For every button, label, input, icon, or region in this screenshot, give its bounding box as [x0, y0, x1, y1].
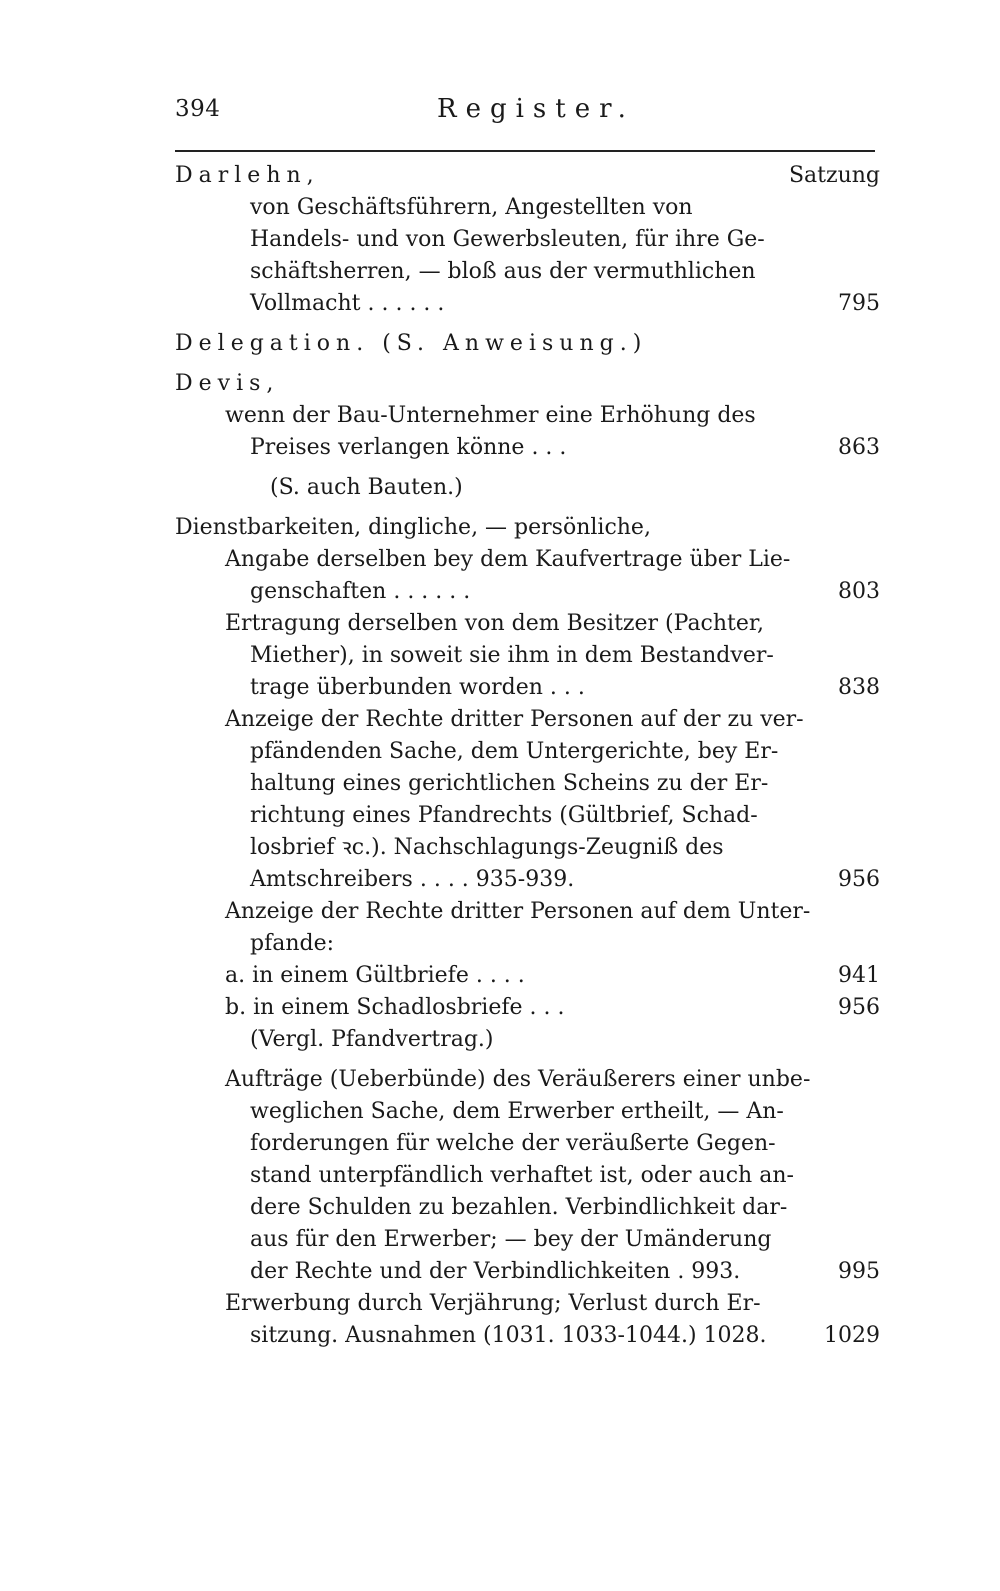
- line-text: dere Schulden zu bezahlen. Verbindlichkeit dar-: [250, 1195, 788, 1220]
- register-line: [175, 576, 880, 608]
- line-text: pfändenden Sache, dem Untergerichte, bey Er-: [250, 739, 779, 764]
- register-line: [175, 472, 880, 504]
- running-title: Register.: [437, 94, 635, 124]
- register-line: [175, 704, 880, 736]
- line-text: Dienstbarkeiten, dingliche, — persönliche,: [175, 515, 651, 540]
- register-line: [175, 672, 880, 704]
- register-line: [175, 640, 880, 672]
- register-line: [175, 256, 880, 288]
- line-text: Erwerbung durch Verjährung; Verlust durch Er-: [225, 1291, 761, 1316]
- register-line: [175, 1224, 880, 1256]
- register-line: [175, 992, 880, 1024]
- line-text: Handels- und von Gewerbsleuten, für ihre Ge-: [250, 227, 765, 252]
- line-text: trage überbunden worden . . .: [250, 675, 585, 700]
- page-reference: 863: [838, 435, 880, 460]
- line-text: stand unterpfändlich verhaftet ist, oder auch an-: [250, 1163, 794, 1188]
- register-line: [175, 1128, 880, 1160]
- register-line: [175, 544, 880, 576]
- register-line: [175, 328, 880, 360]
- page-reference: 956: [838, 867, 880, 892]
- line-text: wenn der Bau-Unternehmer eine Erhöhung des: [225, 403, 756, 428]
- page-reference: 956: [838, 995, 880, 1020]
- line-text: Ertragung derselben von dem Besitzer (Pachter,: [225, 611, 764, 636]
- register-line: [175, 1064, 880, 1096]
- line-text: genschaften . . . . . .: [250, 579, 471, 604]
- register-line: [175, 800, 880, 832]
- page-reference: 1029: [824, 1323, 880, 1348]
- register-line: [175, 736, 880, 768]
- register-line: [175, 512, 880, 544]
- register-line: [175, 160, 880, 192]
- header-rule: [175, 150, 875, 152]
- line-text: Miether), in soweit sie ihm in dem Bestandver-: [250, 643, 774, 668]
- line-text: Anzeige der Rechte dritter Personen auf der zu ver-: [225, 707, 804, 732]
- register-line: [175, 288, 880, 320]
- line-text: Darlehn,: [175, 163, 320, 188]
- line-text: sitzung. Ausnahmen (1031. 1033-1044.) 1028.: [250, 1323, 767, 1348]
- register-line: [175, 192, 880, 224]
- line-text: Amtschreibers . . . . 935-939.: [250, 867, 575, 892]
- line-text: (Vergl. Pfandvertrag.): [250, 1027, 494, 1052]
- line-text: Devis,: [175, 371, 280, 396]
- register-line: [175, 224, 880, 256]
- register-line: [175, 432, 880, 464]
- line-text: Delegation. (S. Anweisung.): [175, 331, 648, 356]
- register-line: [175, 608, 880, 640]
- line-text: weglichen Sache, dem Erwerber ertheilt, — An-: [250, 1099, 784, 1124]
- register-line: [175, 960, 880, 992]
- line-text: der Rechte und der Verbindlichkeiten . 993.: [250, 1259, 741, 1284]
- page-reference: 838: [838, 675, 880, 700]
- page-reference: 995: [838, 1259, 880, 1284]
- line-text: (S. auch Bauten.): [270, 475, 463, 500]
- register-line: [175, 1160, 880, 1192]
- line-text: Angabe derselben bey dem Kaufvertrage über Lie-: [225, 547, 791, 572]
- page-reference: Satzung: [788, 163, 880, 188]
- line-text: Anzeige der Rechte dritter Personen auf dem Unter-: [225, 899, 811, 924]
- page-number: 394: [175, 96, 221, 122]
- register-line: [175, 1024, 880, 1056]
- line-text: Vollmacht . . . . . .: [250, 291, 445, 316]
- line-text: a. in einem Gültbriefe . . . .: [225, 963, 525, 988]
- register-line: [175, 768, 880, 800]
- line-text: forderungen für welche der veräußerte Gegen-: [250, 1131, 776, 1156]
- register-line: [175, 1288, 880, 1320]
- register-line: [175, 1320, 880, 1352]
- register-line: [175, 832, 880, 864]
- line-text: richtung eines Pfandrechts (Gültbrief, Schad-: [250, 803, 758, 828]
- page-header: [175, 96, 875, 132]
- line-text: schäftsherren, — bloß aus der vermuthlichen: [250, 259, 756, 284]
- line-text: aus für den Erwerber; — bey der Umänderung: [250, 1227, 772, 1252]
- line-text: pfande:: [250, 931, 335, 956]
- page-reference: 803: [838, 579, 880, 604]
- page-reference: 941: [838, 963, 880, 988]
- register-line: [175, 368, 880, 400]
- line-text: Aufträge (Ueberbünde) des Veräußerers einer unbe-: [225, 1067, 811, 1092]
- register-entries: [175, 160, 880, 1352]
- line-text: losbrief ꝛc.). Nachschlagungs-Zeugniß des: [250, 835, 724, 860]
- line-text: von Geschäftsführern, Angestellten von: [250, 195, 693, 220]
- register-line: [175, 864, 880, 896]
- register-line: [175, 928, 880, 960]
- page-reference: 795: [838, 291, 880, 316]
- register-line: [175, 400, 880, 432]
- register-line: [175, 1256, 880, 1288]
- register-line: [175, 1192, 880, 1224]
- line-text: haltung eines gerichtlichen Scheins zu der Er-: [250, 771, 769, 796]
- register-line: [175, 896, 880, 928]
- line-text: b. in einem Schadlosbriefe . . .: [225, 995, 565, 1020]
- line-text: Preises verlangen könne . . .: [250, 435, 567, 460]
- register-line: [175, 1096, 880, 1128]
